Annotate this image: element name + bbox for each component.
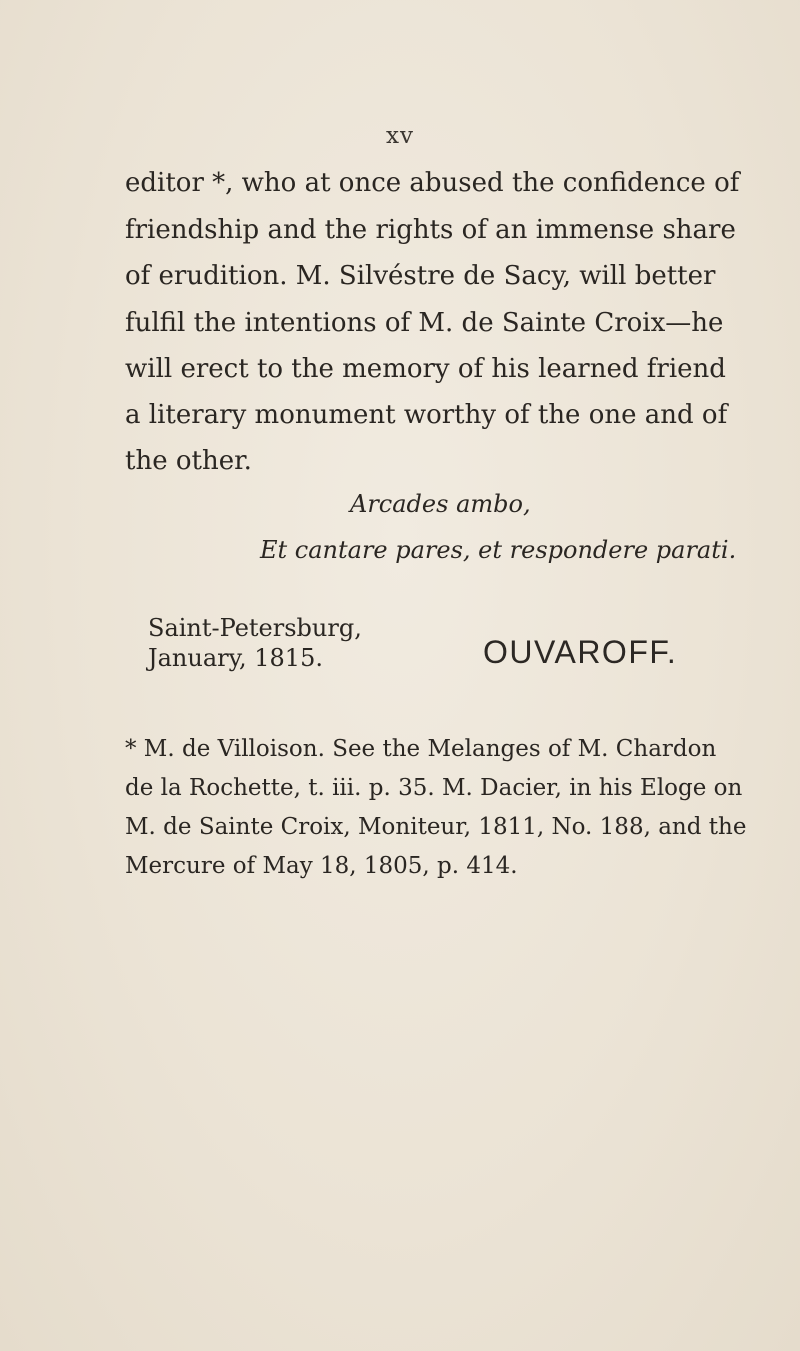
- footnote-line: Mercure of May 18, 1805, p. 414.: [125, 853, 518, 879]
- footnote-line: de la Rochette, t. iii. p. 35. M. Dacier, in his Eloge on: [125, 775, 743, 801]
- verse-line: Arcades ambo,: [350, 490, 531, 518]
- body-line: of erudition. M. Silvéstre de Sacy, will better: [125, 261, 716, 291]
- page-number: xv: [386, 123, 414, 149]
- verse-line: Et cantare pares, et respondere parati.: [260, 536, 737, 564]
- body-line: a literary monument worthy of the one and of: [125, 400, 728, 430]
- body-line: fulfil the intentions of M. de Sainte Croix—he: [125, 308, 724, 338]
- signature-place: Saint-Petersburg,: [148, 614, 362, 642]
- body-line: will erect to the memory of his learned friend: [125, 354, 726, 384]
- body-line: editor *, who at once abused the confidence of: [125, 168, 740, 198]
- signature-date: January, 1815.: [148, 644, 323, 672]
- body-line: the other.: [125, 446, 252, 476]
- signature-name: OUVAROFF.: [483, 634, 678, 670]
- footnote-line: M. de Sainte Croix, Moniteur, 1811, No. 188, and the: [125, 814, 747, 840]
- footnote-line: * M. de Villoison. See the Melanges of M. Chardon: [125, 736, 717, 762]
- body-line: friendship and the rights of an immense share: [125, 215, 736, 245]
